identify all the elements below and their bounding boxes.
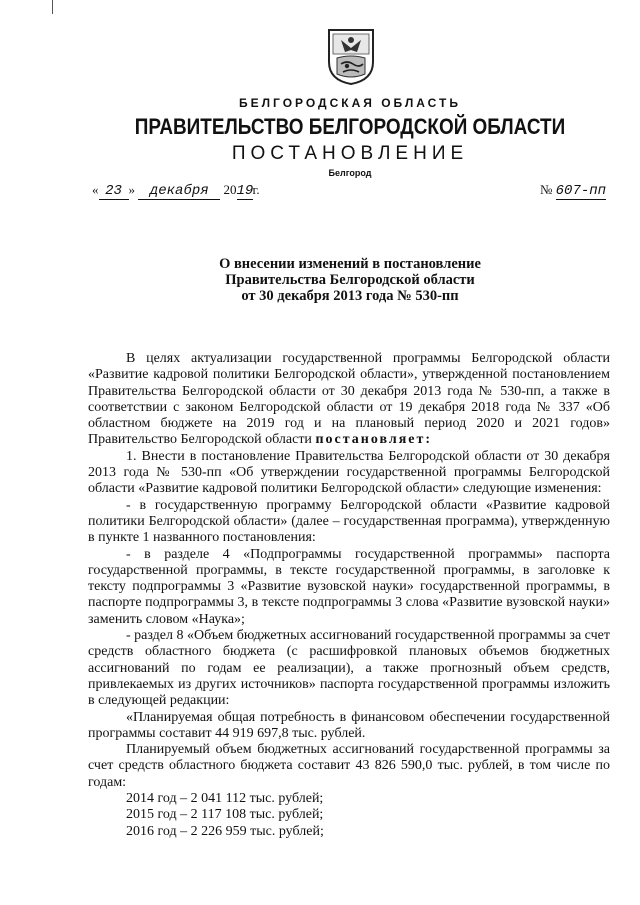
financing-paragraph-1: «Планируемая общая потребность в финансовом обеспечении государственной программы составит 44 919 697,8 тыс. рублей. — [88, 709, 610, 741]
change-item-3: - раздел 8 «Объем бюджетных ассигнований государственной программы за счет средств областного бюджета (с расшифровкой плановых объемов бюджетных ассигнований по годам ее реализации), а также прогнозный объем средств, привлекаемых из других источников» паспорта государственной программы изложить в следующей редакции: — [88, 628, 610, 709]
change-item-1: - в государственную программу Белгородской области «Развитие кадровой политики Белгородской области» (далее – государственная программа), утвержденную в пункте 1 названного постановления: — [88, 497, 610, 546]
region-name: БЕЛГОРОДСКАЯ ОБЛАСТЬ — [239, 96, 461, 110]
document-date — [92, 182, 260, 200]
preamble-paragraph — [88, 351, 610, 449]
date-close-quote: » — [128, 182, 135, 197]
title-line-3: от 30 декабря 2013 года № 530-пп — [241, 288, 459, 304]
number-prefix: № — [540, 182, 553, 197]
city-name: Белгород — [328, 168, 372, 178]
year-2015-line: 2015 год – 2 117 108 тыс. рублей; — [126, 807, 324, 823]
clause-1-paragraph: 1. Внести в постановление Правительства Белгородской области от 30 декабря 2013 года № 530-пп «Об утверждении государственной программы Белгородской области «Развитие кадровой политики Белгородской области» следующие изменения: — [88, 448, 610, 497]
title-line-2: Правительства Белгородской области — [225, 272, 475, 288]
date-open-quote: « — [92, 182, 99, 197]
year-2014-line: 2014 год – 2 041 112 тыс. рублей; — [126, 791, 324, 807]
document-number — [540, 182, 606, 200]
document-type: ПОСТАНОВЛЕНИЕ — [231, 143, 469, 164]
date-year: 19 — [236, 183, 254, 199]
page-edge-mark — [52, 0, 53, 14]
date-suffix: г. — [252, 182, 260, 197]
document-body — [88, 351, 610, 840]
government-name: ПРАВИТЕЛЬСТВО БЕЛГОРОДСКОЙ ОБЛАСТИ — [134, 114, 566, 139]
document-title — [0, 256, 640, 304]
year-2016-line: 2016 год – 2 226 959 тыс. рублей; — [126, 823, 324, 839]
change-item-2: - в разделе 4 «Подпрограммы государственной программы» паспорта государственной программы, в тексте государственной программы, в заголовке к тексту подпрограммы 3 «Развитие вузовской науки» государственной программы, в паспорте подпрограммы 3, в тексте подпрограммы 3 слова «Развитие вузовской науки» заменить словом «Наука»; — [88, 546, 610, 627]
financing-paragraph-2: Планируемый объем бюджетных ассигнований государственной программы за счет средств областного бюджета составит 43 826 590,0 тыс. рублей, в том числе по годам: — [88, 742, 610, 790]
title-line-1: О внесении изменений в постановление — [219, 256, 481, 272]
date-day: 23 — [99, 183, 129, 200]
resolves-text: постановляет: — [315, 432, 433, 448]
preamble-text: В целях актуализации государственной программы Белгородской области «Развитие кадровой политики Белгородской области», утвержденной постановлением Правительства Белгородской области от 30 декабря 2013 года № 530-пп, а также в соответствии с законом Белгородской области от 19 декабря 2018 года № 337 «Об областном бюджете на 2019 год и на плановый период 2020 и 2021 годов» Правительство Белгородской области — [88, 351, 610, 448]
date-century: 20 — [223, 182, 237, 197]
number-value: 607-пп — [555, 183, 607, 199]
belgorod-coat-of-arms-icon — [327, 28, 375, 86]
date-month: декабря — [138, 183, 220, 200]
